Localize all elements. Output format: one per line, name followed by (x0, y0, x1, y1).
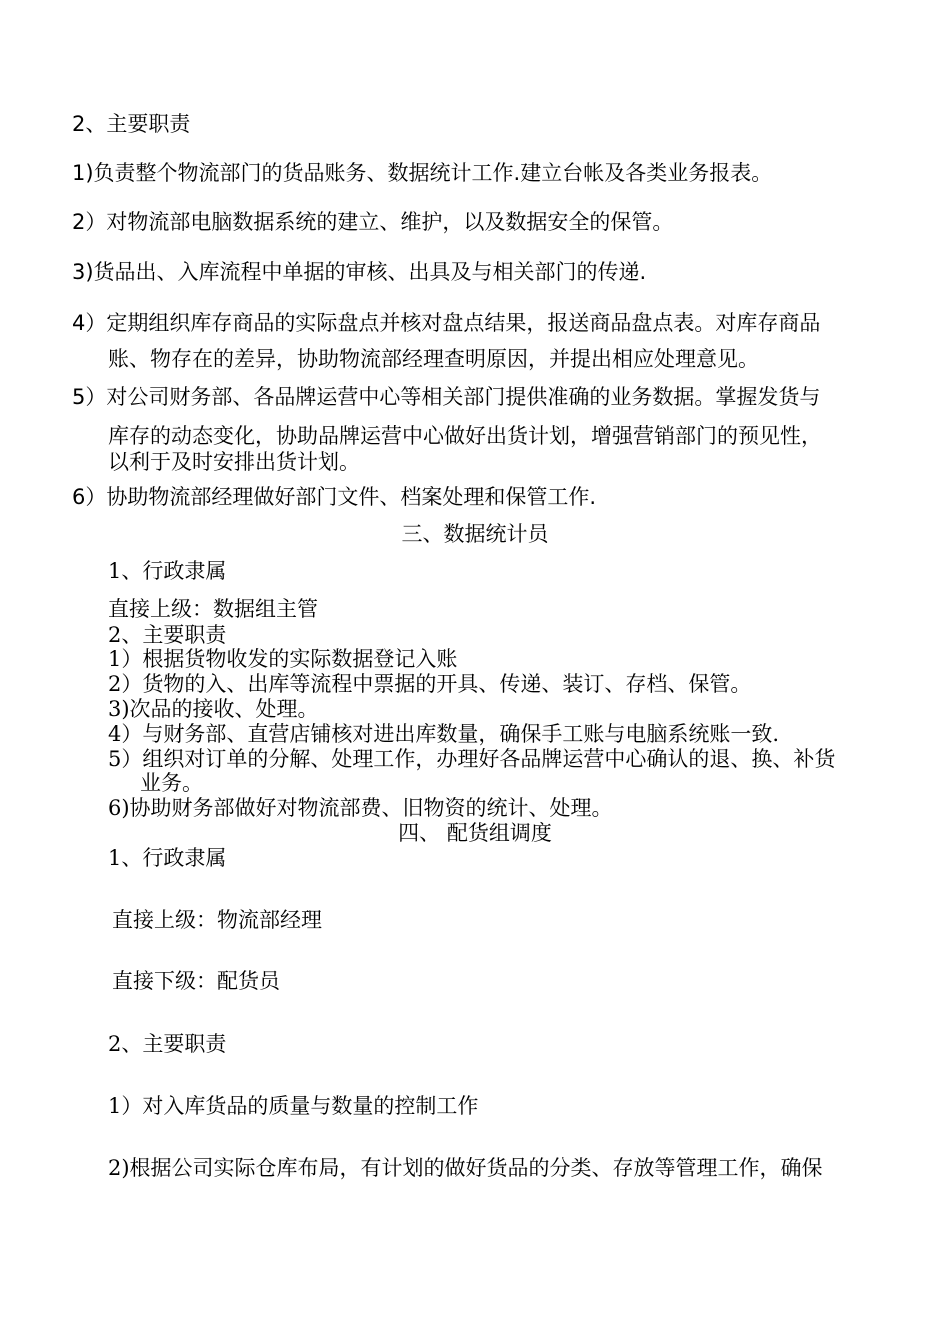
duty-item-continuation: 业务。 (140, 771, 203, 795)
duty-item: 5）组织对订单的分解、处理工作，办理好各品牌运营中心确认的退、换、补货 (108, 747, 836, 771)
section-title: 四、 配货组调度 (398, 821, 552, 845)
duty-item-continuation: 账、物存在的差异，协助物流部经理查明原因，并提出相应处理意见。 (108, 347, 759, 371)
subsection-heading: 2、主要职责 (108, 1032, 227, 1056)
subordinate-line: 直接下级：配货员 (112, 969, 280, 993)
duty-item: 1）对入库货品的质量与数量的控制工作 (108, 1094, 479, 1118)
section-heading: 2、主要职责 (72, 112, 191, 136)
duty-item: 3)货品出、入库流程中单据的审核、出具及与相关部门的传递. (72, 260, 647, 284)
duty-item: 4）定期组织库存商品的实际盘点并核对盘点结果，报送商品盘点表。对库存商品 (72, 311, 821, 335)
duty-item-continuation: 库存的动态变化，协助品牌运营中心做好出货计划，增强营销部门的预见性， (108, 424, 822, 448)
duty-item: 1）根据货物收发的实际数据登记入账 (108, 647, 458, 671)
duty-item: 6）协助物流部经理做好部门文件、档案处理和保管工作. (72, 485, 597, 509)
duty-item: 6)协助财务部做好对物流部费、旧物资的统计、处理。 (108, 796, 613, 820)
duty-item: 3)次品的接收、处理。 (108, 697, 319, 721)
duty-item: 1)负责整个物流部门的货品账务、数据统计工作.建立台帐及各类业务报表。 (72, 161, 773, 185)
subsection-heading: 1、行政隶属 (108, 846, 227, 870)
duty-item: 4）与财务部、直营店铺核对进出库数量，确保手工账与电脑系统账一致. (108, 722, 780, 746)
subsection-heading: 2、主要职责 (108, 623, 227, 647)
duty-item: 2）对物流部电脑数据系统的建立、维护，以及数据安全的保管。 (72, 210, 674, 234)
supervisor-line: 直接上级：数据组主管 (108, 597, 318, 621)
subsection-heading: 1、行政隶属 (108, 559, 227, 583)
section-title: 三、数据统计员 (401, 522, 549, 546)
duty-item-continuation: 以利于及时安排出货计划。 (108, 450, 360, 474)
supervisor-line: 直接上级：物流部经理 (112, 908, 322, 932)
duty-item: 2）货物的入、出库等流程中票据的开具、传递、装订、存档、保管。 (108, 672, 752, 696)
duty-item: 2)根据公司实际仓库布局，有计划的做好货品的分类、存放等管理工作，确保 (108, 1156, 823, 1180)
duty-item: 5）对公司财务部、各品牌运营中心等相关部门提供准确的业务数据。掌握发货与 (72, 385, 821, 409)
